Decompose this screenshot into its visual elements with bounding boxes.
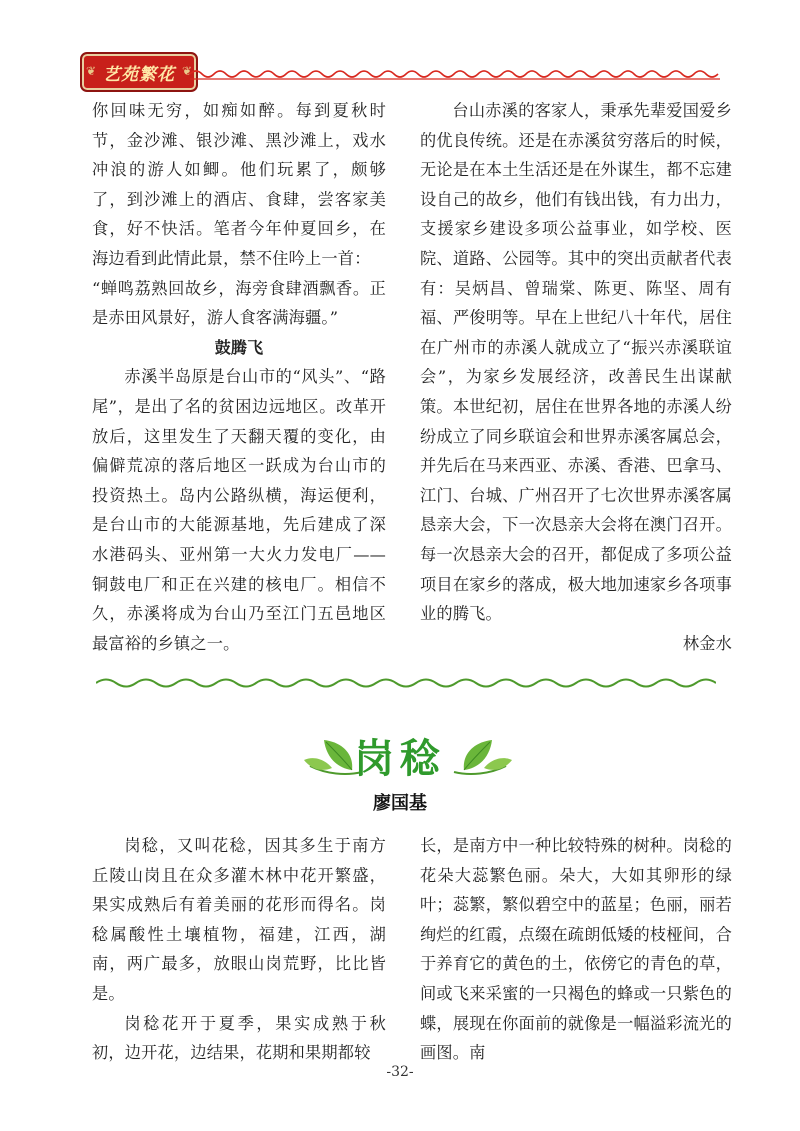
page-number: -32- [386,1064,414,1080]
paragraph: 你回味无穷，如痴如醉。每到夏秋时节，金沙滩、银沙滩、黑沙滩上，戏水冲浪的游人如鲫。他们玩累了，颇够了，到沙滩上的酒店、食肆，尝客家美食，好不快活。笔者今年仲夏回乡，在海边看到此情此景，禁不住吟上一首： [92,101,386,268]
section-badge [80,52,198,92]
paragraph: 岗稔，又叫花稔，因其多生于南方丘陵山岗且在众多灌木林中花开繁盛，果实成熟后有着美丽的花形而得名。岗稔属酸性土壤植物，福建，江西，湖南，两广最多，放眼山岗荒野，比比皆是。 [92,836,386,1003]
article-column-left [92,831,386,1068]
badge-left-ornament: ❦ [86,64,97,78]
badge-label: 艺苑繁花 [103,65,175,85]
subheading: 鼓腾飞 [214,337,264,357]
paragraph: 台山赤溪的客家人，秉承先辈爱国爱乡的优良传统。还是在赤溪贫穷落后的时候，无论是在本土生活还是在外谋生，都不忘建设自己的故乡，他们有钱出钱，有力出力，支援家乡建设多项公益事业，如学校、医院、道路、公园等。其中的突出贡献者代表有：吴炳昌、曾瑞棠、陈更、陈坚、周有福、严俊明等。早在上世纪八十年代，居住在广州市的赤溪人就成立了“振兴赤溪联谊会”，为家乡发展经济，改善民生出谋献策。本世纪初，居住在世界各地的赤溪人纷纷成立了同乡联谊会和世界赤溪客属总会，并先后在马来西亚、赤溪、香港、巴拿马、江门、台城、广州召开了七次世界赤溪客属恳亲大会，下一次恳亲大会将在澳门召开。每一次恳亲大会的召开，都促成了多项公益项目在家乡的落成，极大地加速家乡各项事业的腾飞。 [420,101,732,624]
paragraph: 赤溪半岛原是台山市的“风头”、“路尾”，是出了名的贫困边远地区。改革开放后，这里发生了天翻天覆的变化，由偏僻荒凉的落后地区一跃成为台山市的投资热土。岛内公路纵横，海运便利，是台山市的大能源基地，先后建成了深水港码头、亚州第一大火力发电厂——铜鼓电厂和正在兴建的核电厂。相信不久，赤溪将成为台山乃至江门五邑地区最富裕的乡镇之一。 [92,367,386,653]
section-wave-divider [96,674,716,692]
paragraph: 长，是南方中一种比较特殊的树种。岗稔的花朵大蕊繁色丽。朵大，大如其卵形的绿叶；蕊繁，繁似碧空中的蓝星；色丽，丽若绚烂的红霞，点缀在疏朗低矮的枝桠间，合于养育它的黄色的土，依傍它的青色的草，间或飞来采蜜的一只褐色的蜂或一只紫色的蝶，展现在你面前的就像是一幅溢彩流光的画图。南 [420,836,732,1063]
title-author: 廖国基 [373,793,427,814]
article-column-right [420,96,732,658]
article-author: 林金水 [682,633,732,653]
article-title: 岗稔 [354,736,446,782]
article-column-left [92,96,386,658]
top-wave-divider [190,66,720,82]
article-column-right [420,831,732,1068]
badge-right-ornament: ❦ [182,64,193,78]
paragraph: 岗稔花开于夏季，果实成熟于秋初，边开花，边结果，花期和果期都较 [92,1013,386,1063]
poem: “蝉鸣荔熟回故乡，海旁食肆酒飘香。正是赤田风景好，游人食客满海疆。” [92,278,386,328]
leaf-icon [450,736,514,782]
